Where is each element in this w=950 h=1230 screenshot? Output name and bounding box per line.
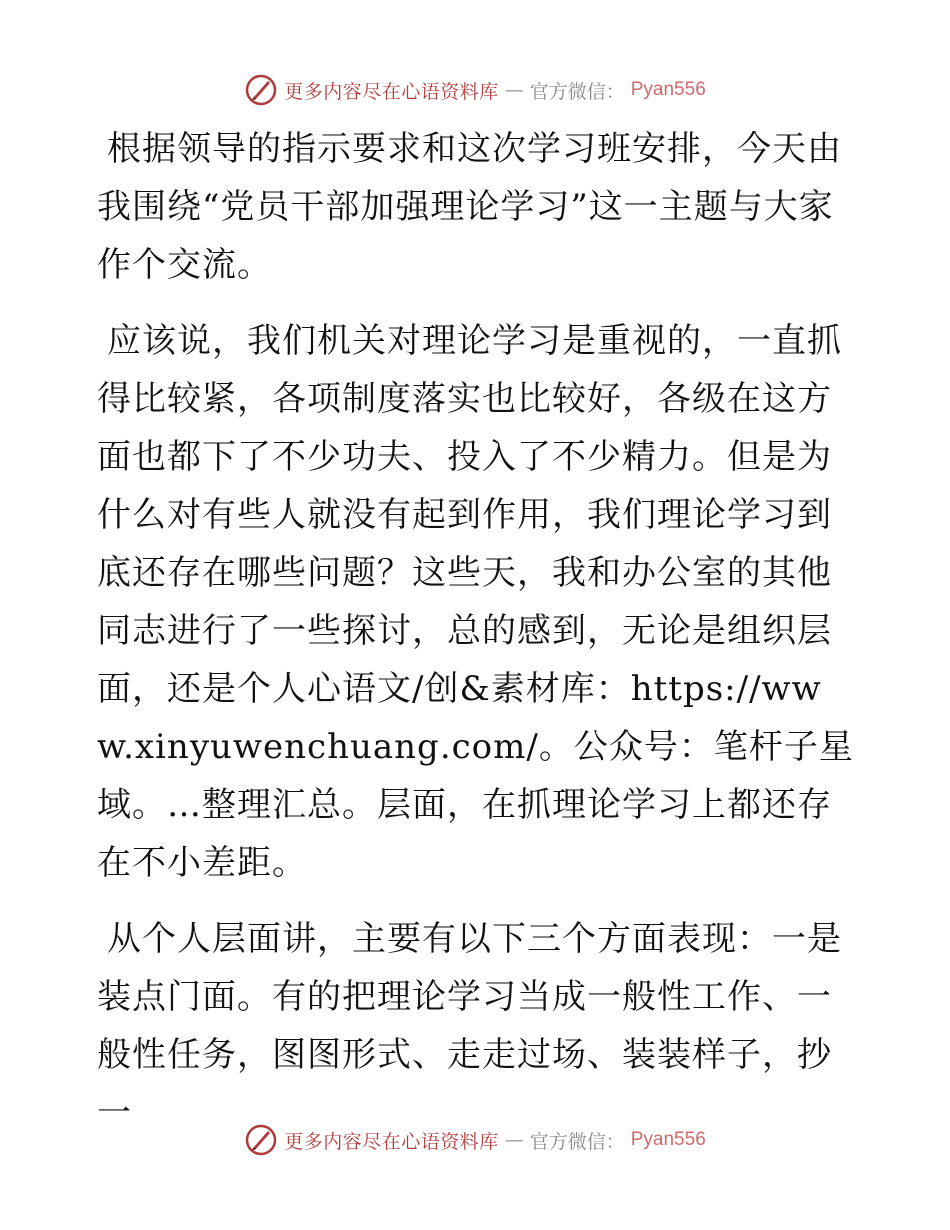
footer-banner: [0, 1120, 950, 1160]
paragraph-intro-text: 根据领导的指示要求和这次学习班安排，今天由我围绕“党员干部加强理论学习”这一主题与大家作个交流。: [97, 129, 842, 285]
banner-separator: —: [504, 1129, 524, 1151]
paragraph-problems: [97, 312, 857, 892]
banner-slogan: 更多内容尽在心语资料库: [284, 1130, 499, 1153]
paragraph-individual-text: 从个人层面讲，主要有以下三个方面表现：一是装点门面。有的把理论学习当成一般性工作、一般性任务，图图形式、走走过场、装装样子，抄一: [97, 919, 842, 1133]
paragraph-intro: [97, 120, 857, 294]
banner-slogan: 更多内容尽在心语资料库: [284, 80, 499, 103]
document-body: [97, 120, 857, 1160]
quill-logo-icon: [244, 1123, 278, 1157]
quill-logo-icon: [244, 73, 278, 107]
banner-wechat-label: 官方微信：: [529, 80, 625, 103]
paragraph-problems-text: 应该说，我们机关对理论学习是重视的，一直抓得比较紧，各项制度落实也比较好，各级在这方面也都下了不少功夫、投入了不少精力。但是为什么对有些人就没有起到作用，我们理论学习到底还存在哪些问题？这些天，我和办公室的其他同志进行了一些探讨，总的感到，无论是组织层面，还是个人心语文/创&素材库：https://www.xinyuwenchuang.com/。公众号：笔杆子星域。…整理汇总。层面，在抓理论学习上都还存在不小差距。: [97, 321, 854, 883]
banner-wechat-id: Pyan556: [630, 79, 706, 100]
banner-wechat-id: Pyan556: [630, 1129, 706, 1150]
header-banner: [0, 70, 950, 110]
banner-separator: —: [504, 79, 524, 101]
banner-wechat-label: 官方微信：: [529, 1130, 625, 1153]
paragraph-individual: [97, 910, 857, 1142]
